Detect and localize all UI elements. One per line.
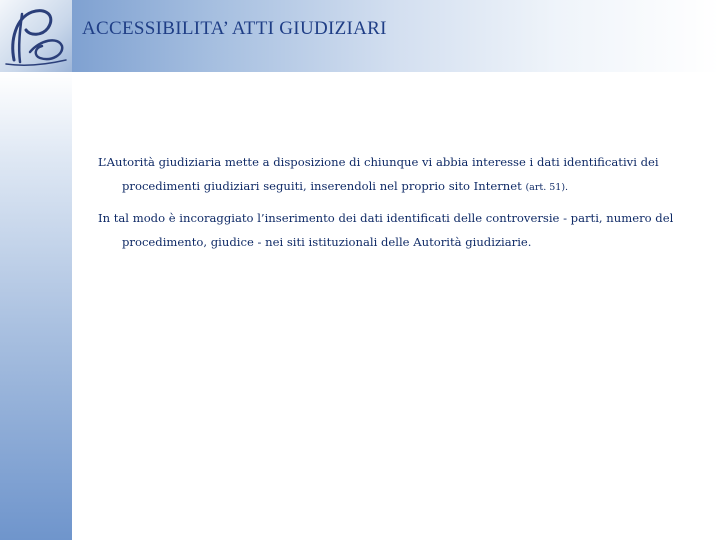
logo [0,0,72,72]
monogram-logo-icon [0,0,72,72]
side-bar [0,72,72,540]
article-reference: (art. 51). [525,182,569,193]
paragraph-1-text: L’Autorità giudiziaria mette a disposizione di chiunque vi abbia interesse i dati identificativi dei procedimenti giudiziari seguiti, inserendoli nel proprio sito Internet [98,155,659,193]
paragraph-2 [98,206,683,254]
page-title: ACCESSIBILITA’ ATTI GIUDIZIARI [82,18,387,39]
slide-body [98,150,683,260]
paragraph-1 [98,150,683,200]
paragraph-2-text: In tal modo è incoraggiato l’inserimento dei dati identificati delle controversie - parti, numero del procedimento, giudice - nei siti istituzionali delle Autorità giudiziarie. [98,211,674,249]
